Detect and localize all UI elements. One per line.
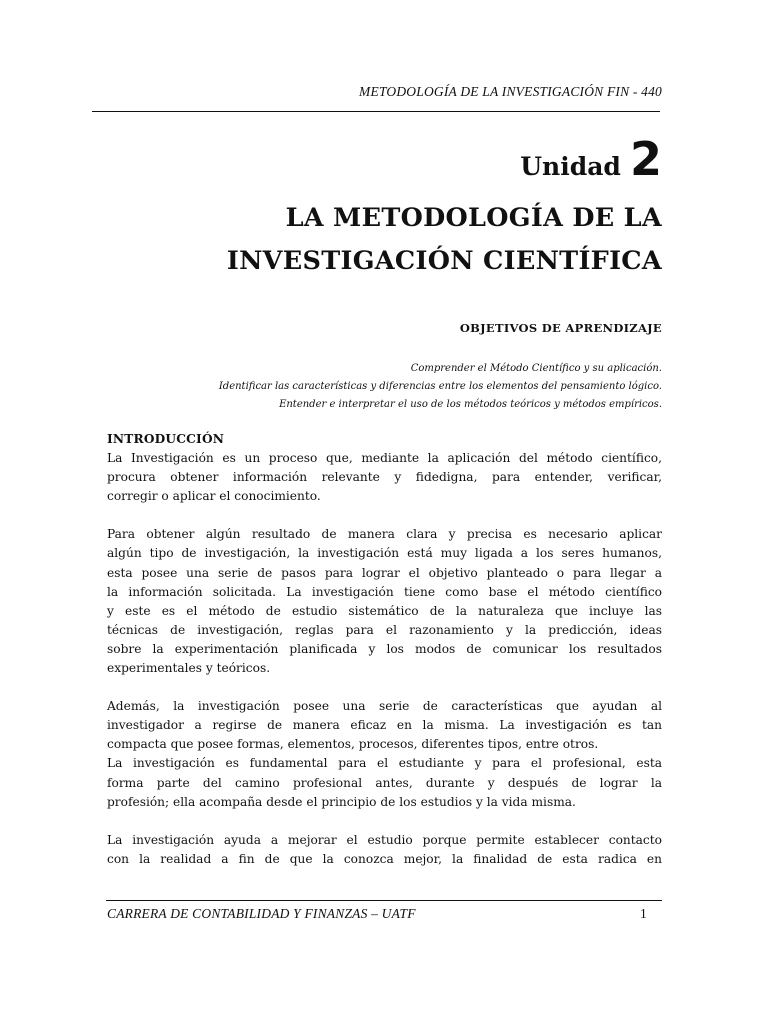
text-line: Para obtener algún resultado de manera clara y precisa es necesario aplicar [107,527,662,542]
body-text [107,430,662,888]
text-line: procura obtener información relevante y fidedigna, para entender, verificar, [107,470,662,485]
objectives-heading: OBJETIVOS DE APRENDIZAJE [459,321,662,335]
text-line: experimentales y teóricos. [107,661,271,676]
chapter-title [122,197,662,283]
page-number: 1 [640,906,647,921]
text-line: profesión; ella acompaña desde el principio de los estudios y la vida misma. [107,794,576,809]
text-line: algún tipo de investigación, la investigación está muy ligada a los seres humanos, [107,546,662,561]
text-line: con la realidad a fin de que la conozca mejor, la finalidad de esta radica en [107,851,662,866]
text-line: la información solicitada. La investigación tiene como base el método científico [107,584,662,599]
unit-number: 2 [629,132,662,186]
text-line: forma parte del camino profesional antes, durante y después de lograr la [107,775,662,790]
paragraph [107,697,662,812]
text-line: sobre la experimentación planificada y los modos de comunicar los resultados [107,641,662,656]
objectives-list [102,360,662,414]
text-line: La Investigación es un proceso que, mediante la aplicación del método científico, [107,451,662,466]
paragraph [107,449,662,506]
chapter-title-line: INVESTIGACIÓN CIENTÍFICA [226,246,662,276]
text-line: técnicas de investigación, reglas para el razonamiento y la predicción, ideas [107,622,662,637]
text-line: corregir o aplicar el conocimiento. [107,489,321,504]
running-header: METODOLOGÍA DE LA INVESTIGACIÓN FIN - 440 [359,84,662,99]
text-line: La investigación es fundamental para el estudiante y para el profesional, esta [107,756,662,771]
objective-item: Entender e interpretar el uso de los métodos teóricos y métodos empíricos. [279,399,662,410]
chapter-title-line: LA METODOLOGÍA DE LA [285,203,662,233]
paragraph [107,831,662,869]
text-line: Además, la investigación posee una serie de características que ayudan al [107,699,662,714]
text-line: investigador a regirse de manera eficaz en la misma. La investigación es tan [107,718,662,733]
footer-text: CARRERA DE CONTABILIDAD Y FINANZAS – UATF [107,906,416,921]
text-line: y este es el método de estudio sistemático de la naturaleza que incluye las [107,603,662,618]
text-line: compacta que posee formas, elementos, procesos, diferentes tipos, entre otros. [107,737,599,752]
unit-label: Unidad [520,152,621,181]
paragraph [107,525,662,678]
objective-item: Identificar las características y diferencias entre los elementos del pensamiento lógico. [218,381,662,392]
text-line: La investigación ayuda a mejorar el estudio porque permite establecer contacto [107,832,662,847]
objective-item: Comprender el Método Científico y su aplicación. [410,363,662,374]
introduction-heading: INTRODUCCIÓN [107,432,225,446]
header-rule [92,111,660,112]
unit-heading [520,132,662,186]
text-line: esta posee una serie de pasos para lograr el objetivo planteado o para llegar a [107,565,662,580]
footer-rule [106,900,662,901]
